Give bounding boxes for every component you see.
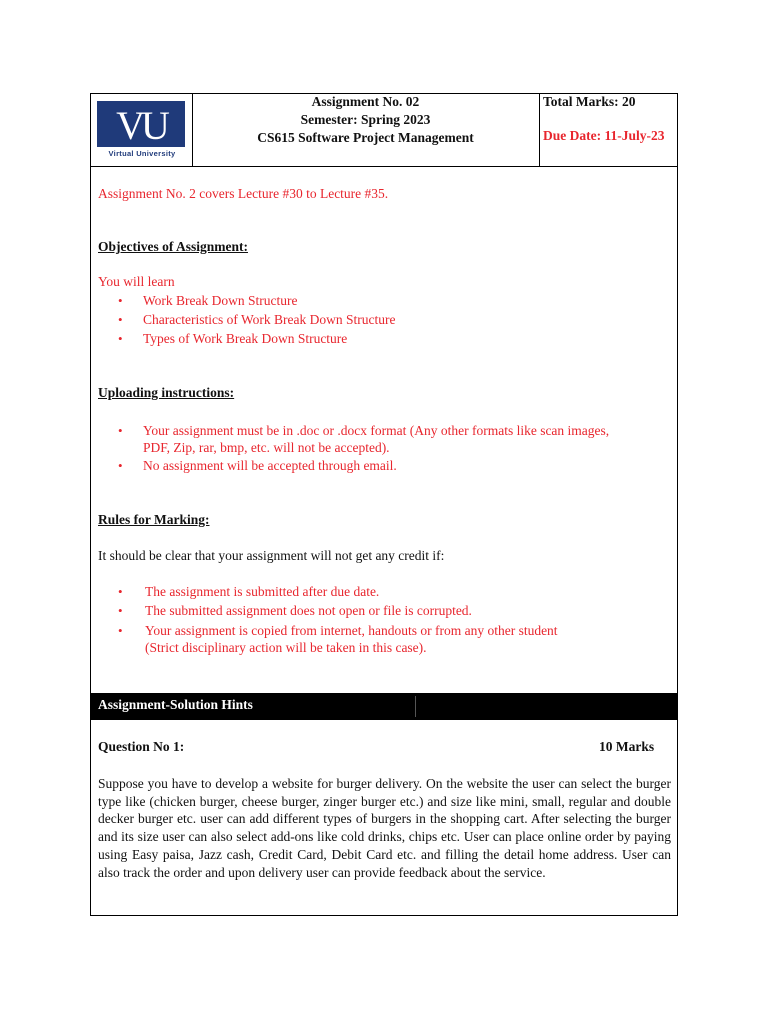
header-table bbox=[91, 94, 677, 167]
marking-heading: Rules for Marking: bbox=[98, 512, 210, 527]
bullet-icon: • bbox=[118, 584, 123, 599]
course-title: CS615 Software Project Management bbox=[257, 130, 474, 145]
logo-cell bbox=[91, 94, 193, 166]
question-marks: 10 Marks bbox=[599, 739, 655, 754]
objectives-lead: You will learn bbox=[98, 274, 175, 289]
marks-cell bbox=[539, 94, 677, 166]
bullet-icon: • bbox=[118, 293, 123, 308]
title-cell bbox=[192, 94, 540, 166]
marking-lead: It should be clear that your assignment will not get any credit if: bbox=[98, 548, 445, 563]
bullet-icon: • bbox=[118, 623, 123, 638]
due-date: Due Date: 11-July-23 bbox=[543, 128, 665, 143]
question-text: Suppose you have to develop a website for burger delivery. On the website the user can select the burger type like (chicken burger, cheese burger, zinger burger etc.) and size like mini, small, regular and double decker burger etc. user can add different types of burgers in the shopping cart. After selecting the burger and its size user can also select add-ons like cold drinks, chips etc. User can place online order by paying using Easy paisa, Jazz cash, Credit Card, Debit Card etc. and filling the detail home address. User can also track the order and upon delivery user can provide feedback about the service. bbox=[98, 776, 671, 880]
objective-item: Work Break Down Structure bbox=[143, 293, 298, 308]
marking-rule: Your assignment is copied from internet, handouts or from any other student bbox=[145, 623, 558, 638]
bullet-icon: • bbox=[118, 603, 123, 618]
bar-divider bbox=[415, 696, 416, 717]
upload-rule-email: No assignment will be accepted through email. bbox=[143, 458, 397, 473]
semester: Semester: Spring 2023 bbox=[300, 112, 431, 127]
question-label: Question No 1: bbox=[98, 739, 185, 754]
assignment-document bbox=[90, 93, 678, 916]
solution-hints-bar bbox=[91, 693, 677, 720]
objective-item: Types of Work Break Down Structure bbox=[143, 331, 348, 346]
upload-rule-format: Your assignment must be in .doc or .docx format (Any other formats like scan images, bbox=[143, 423, 610, 438]
assignment-number: Assignment No. 02 bbox=[311, 94, 420, 109]
bullet-icon: • bbox=[118, 331, 123, 346]
marking-rule: The submitted assignment does not open or file is corrupted. bbox=[145, 603, 472, 618]
virtual-university-logo bbox=[97, 101, 185, 147]
bullet-icon: • bbox=[118, 312, 123, 327]
marking-rule: The assignment is submitted after due date. bbox=[145, 584, 380, 599]
bullet-icon: • bbox=[118, 458, 123, 473]
uploading-heading: Uploading instructions: bbox=[98, 385, 235, 400]
objective-item: Characteristics of Work Break Down Structure bbox=[143, 312, 396, 327]
marking-rule-cont: (Strict disciplinary action will be taken in this case). bbox=[145, 640, 427, 655]
upload-rule-format-cont: PDF, Zip, rar, bmp, etc. will not be accepted). bbox=[143, 440, 390, 455]
logo-caption: Virtual University bbox=[108, 149, 176, 158]
svg-text:VU: VU bbox=[116, 103, 166, 147]
solution-hints-label: Assignment-Solution Hints bbox=[98, 697, 253, 712]
total-marks: Total Marks: 20 bbox=[543, 94, 636, 109]
coverage-note: Assignment No. 2 covers Lecture #30 to Lecture #35. bbox=[98, 186, 389, 201]
bullet-icon: • bbox=[118, 423, 123, 438]
objectives-heading: Objectives of Assignment: bbox=[98, 239, 248, 254]
